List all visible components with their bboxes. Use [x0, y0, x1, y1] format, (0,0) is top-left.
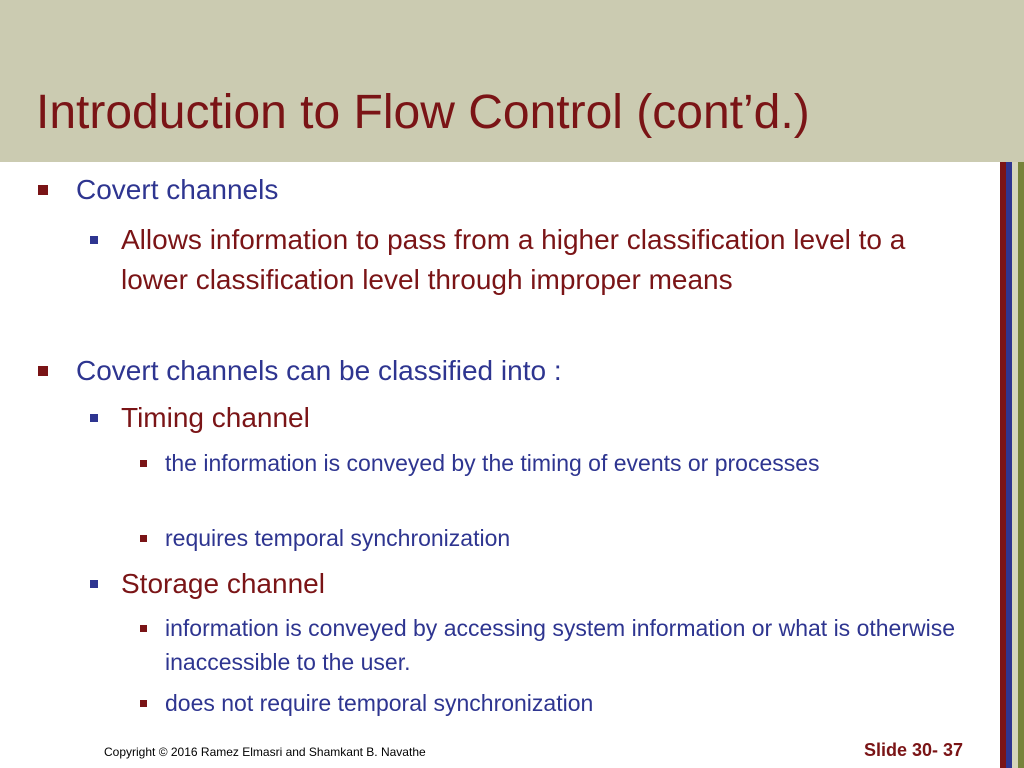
bullet-storage-sync [165, 686, 965, 720]
bullet-square-icon [38, 185, 48, 195]
stripe-green [1018, 162, 1024, 768]
bullet-text: Covert channels [76, 174, 279, 205]
bullet-text: Timing channel [121, 402, 310, 433]
bullet-text: information is conveyed by accessing system information or what is otherwise inaccessible to the user. [165, 615, 956, 675]
bullet-text: Covert channels can be classified into : [76, 355, 562, 386]
bullet-square-icon [38, 366, 48, 376]
bullet-classified-into [76, 352, 976, 390]
bullet-square-icon [140, 700, 147, 707]
decorative-side-stripes [1000, 162, 1024, 768]
bullet-square-icon [90, 580, 98, 588]
bullet-timing-channel [121, 398, 961, 438]
bullet-square-icon [90, 236, 98, 244]
bullet-square-icon [140, 460, 147, 467]
bullet-covert-channels [76, 171, 976, 209]
bullet-storage-conveyed [165, 611, 965, 679]
bullet-timing-conveyed [165, 446, 965, 480]
bullet-allows-information [121, 220, 961, 300]
bullet-storage-channel [121, 564, 961, 604]
bullet-timing-sync [165, 521, 965, 555]
bullet-text: does not require temporal synchronization [165, 690, 594, 716]
bullet-square-icon [90, 414, 98, 422]
slide-number: Slide 30- 37 [864, 740, 964, 760]
bullet-text: Allows information to pass from a higher classification level to a lower classification level through improper means [121, 224, 906, 295]
footer-copyright: Copyright © 2016 Ramez Elmasri and Shamkant B. Navathe [104, 745, 426, 759]
bullet-square-icon [140, 625, 147, 632]
bullet-square-icon [140, 535, 147, 542]
bullet-text: the information is conveyed by the timing of events or processes [165, 450, 820, 476]
bullet-text: requires temporal synchronization [165, 525, 511, 551]
slide-title: Introduction to Flow Control (cont’d.) [36, 86, 810, 139]
bullet-text: Storage channel [121, 568, 325, 599]
